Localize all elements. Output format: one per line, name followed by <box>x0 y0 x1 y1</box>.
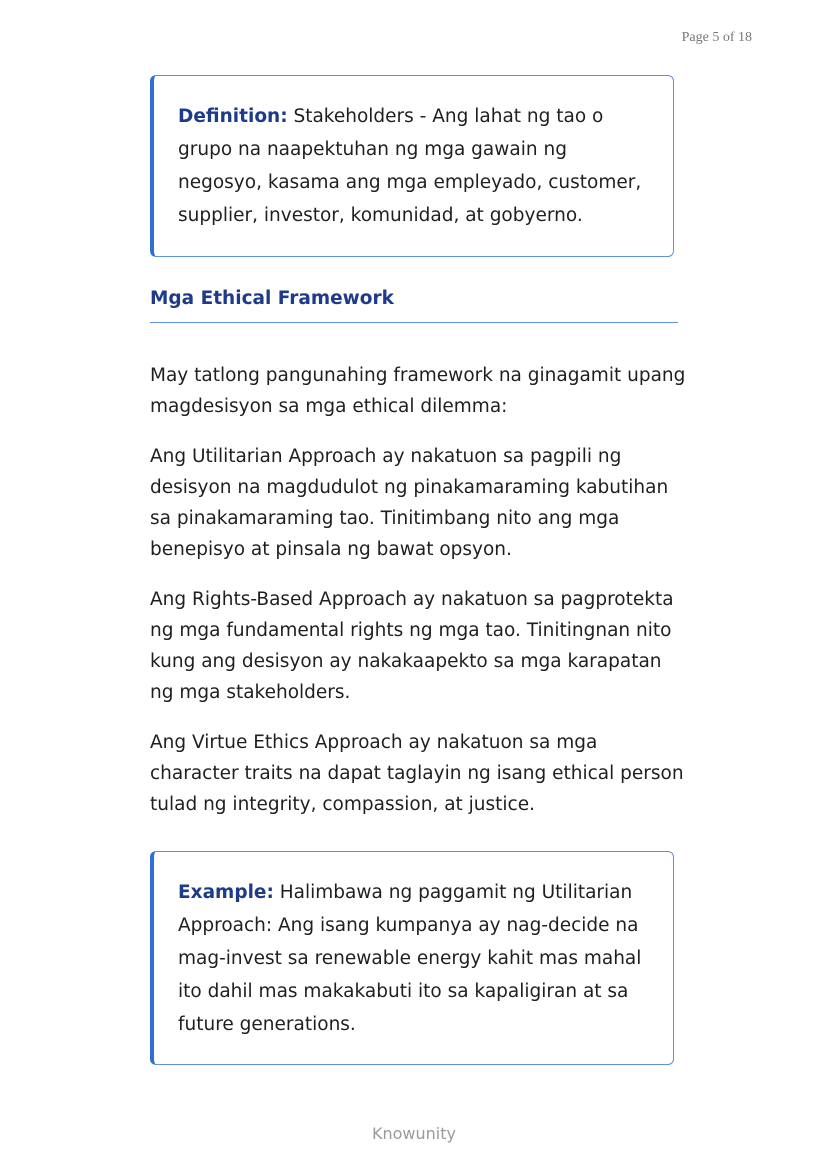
body-text <box>150 360 690 839</box>
section-heading: Mga Ethical Framework <box>150 288 678 323</box>
definition-callout <box>150 75 674 257</box>
definition-label: Definition: <box>178 106 288 127</box>
page-number: Page 5 of 18 <box>681 30 752 45</box>
paragraph-utilitarian: Ang Utilitarian Approach ay nakatuon sa pagpili ng desisyon na magdudulot ng pinakamaraming kabutihan sa pinakamaraming tao. Tinitimbang nito ang mga benepisyo at pinsala ng bawat opsyon. <box>150 446 669 560</box>
footer-brand: Knowunity <box>372 1124 456 1143</box>
example-text: Halimbawa ng paggamit ng Utilitarian Approach: Ang isang kumpanya ay nag-decide na mag-invest sa renewable energy kahit mas mahal ito dahil mas makakabuti ito sa kapaligiran at sa future generations. <box>178 882 642 1035</box>
example-label: Example: <box>178 882 274 903</box>
example-callout <box>150 851 674 1065</box>
paragraph-rights-based: Ang Rights-Based Approach ay nakatuon sa pagprotekta ng mga fundamental rights ng mga tao. Tinitingnan nito kung ang desisyon ay nakakaapekto sa mga karapatan ng mga stakeholders. <box>150 589 674 703</box>
paragraph-virtue-ethics: Ang Virtue Ethics Approach ay nakatuon sa mga character traits na dapat taglayin ng isang ethical person tulad ng integrity, compassion, at justice. <box>150 732 684 815</box>
definition-text: Stakeholders - Ang lahat ng tao o grupo na naapektuhan ng mga gawain ng negosyo, kasama ang mga empleyado, customer, supplier, investor, komunidad, at gobyerno. <box>178 106 642 226</box>
paragraph-intro: May tatlong pangunahing framework na ginagamit upang magdesisyon sa mga ethical dilemma: <box>150 365 686 417</box>
